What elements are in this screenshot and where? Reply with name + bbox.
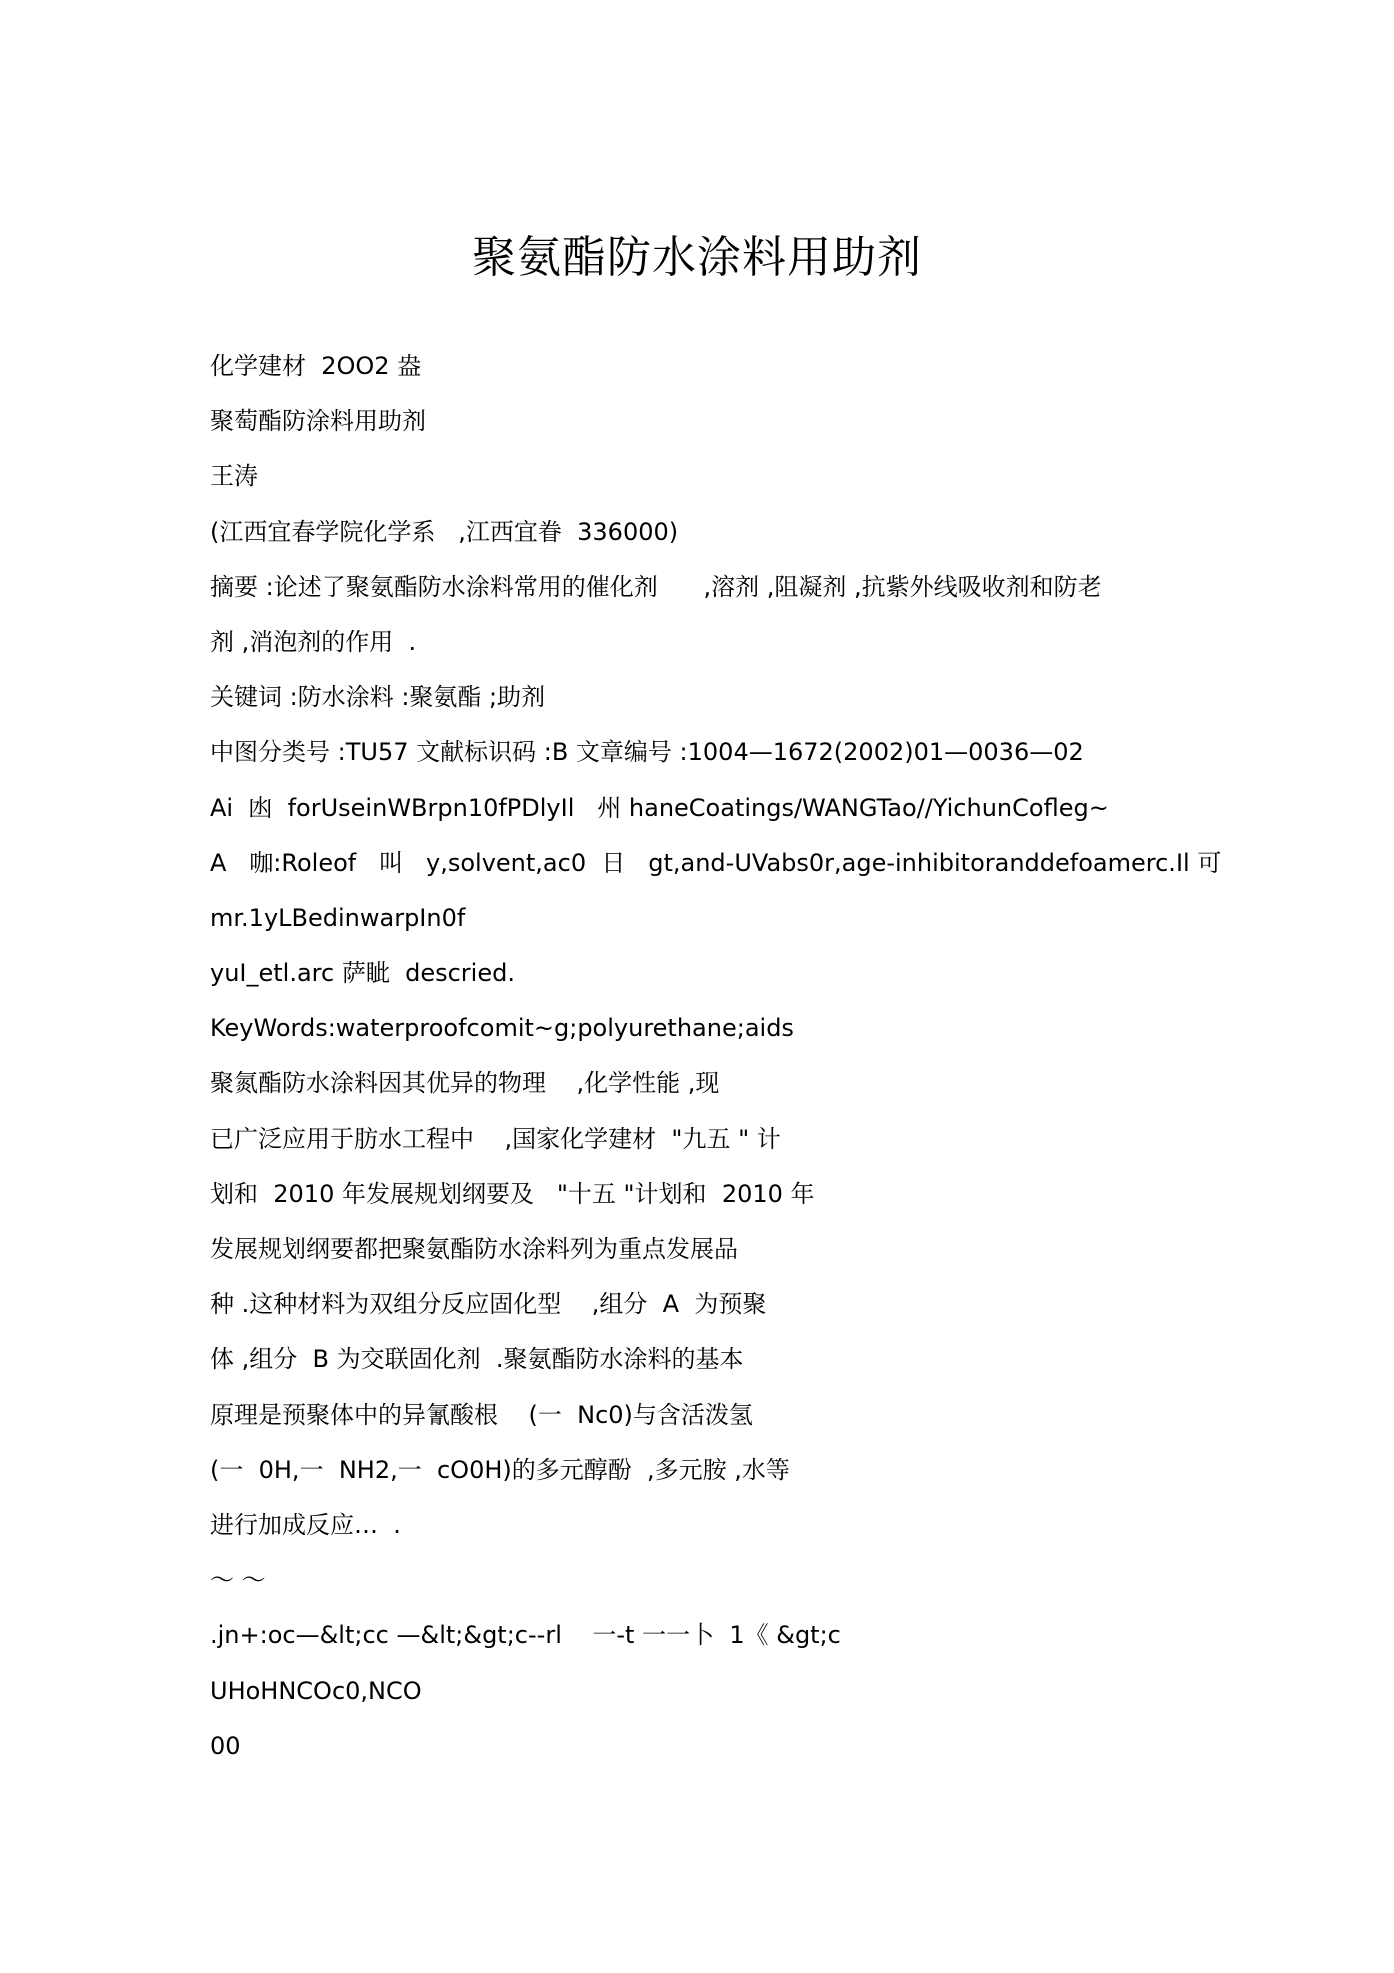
text-line: 已广泛应用于肪水工程中 ,国家化学建材 "九五 " 计 — [210, 1124, 781, 1153]
text-line: 00 — [210, 1731, 241, 1760]
text-line: 摘要 :论述了聚氨酯防水涂料常用的催化剂 ,溶剂 ,阻凝剂 ,抗紫外线吸收剂和防老 — [210, 572, 1102, 601]
text-line: .jn+:oc—&lt;cc —&lt;&gt;c--rl 一-t 一一卜 1《 &gt;c — [210, 1621, 841, 1650]
text-line: 聚萄酯防涂料用助剂 — [210, 407, 426, 436]
text-line: 进行加成反应… . — [210, 1510, 401, 1539]
text-line: 关键词 :防水涂料 :聚氨酯 ;助剂 — [210, 683, 546, 712]
text-line: ～ ～ — [210, 1566, 266, 1595]
text-line: 划和 2010 年发展规划纲要及 "十五 "计划和 2010 年 — [210, 1179, 815, 1208]
text-line: 种 .这种材料为双组分反应固化型 ,组分 A 为预聚 — [210, 1290, 767, 1319]
text-line: UHoHNCOc0,NCO — [210, 1676, 422, 1705]
text-line: 发展规划纲要都把聚氨酯防水涂料列为重点发展品 — [210, 1235, 738, 1263]
text-line: (江西宜春学院化学系 ,江西宜眷 336000) — [210, 517, 679, 546]
text-line: A 咖:Roleof 叫 y,solvent,ac0 日 gt,and-UVabs0r,age-inhibitoranddefoamerc.Il 可 — [210, 848, 1222, 877]
text-line: 原理是预聚体中的异氰酸根 (一 Nc0)与含活泼氢 — [210, 1400, 753, 1429]
text-line: Ai 凼 forUseinWBrpn10fPDlyIl 州 haneCoatings/WANGTao//YichunCofleg~ — [210, 793, 1109, 822]
document-body — [210, 345, 1222, 1780]
text-line: 化学建材 2OO2 盎 — [210, 352, 422, 380]
text-line: (一 0H,一 NH2,一 cO0H)的多元醇酚 ,多元胺 ,水等 — [210, 1455, 790, 1484]
text-line: yuI_etl.arc 萨眦 descried. — [210, 959, 515, 988]
text-line: 体 ,组分 B 为交联固化剂 .聚氨酯防水涂料的基本 — [210, 1345, 744, 1374]
text-line: KeyWords:waterproofcomit~g;polyurethane;aids — [210, 1014, 794, 1043]
text-line: 王涛 — [210, 462, 258, 491]
text-line: 聚氮酯防水涂料因其优异的物理 ,化学性能 ,现 — [210, 1069, 720, 1098]
text-line: mr.1yLBedinwarpIn0f — [210, 903, 466, 932]
text-line: 中图分类号 :TU57 文献标识码 :B 文章编号 :1004—1672(2002)01—0036—02 — [210, 738, 1084, 767]
document-title: 聚氨酯防水涂料用助剂 — [472, 232, 922, 283]
text-line: 剂 ,消泡剂的作用 . — [210, 627, 417, 656]
